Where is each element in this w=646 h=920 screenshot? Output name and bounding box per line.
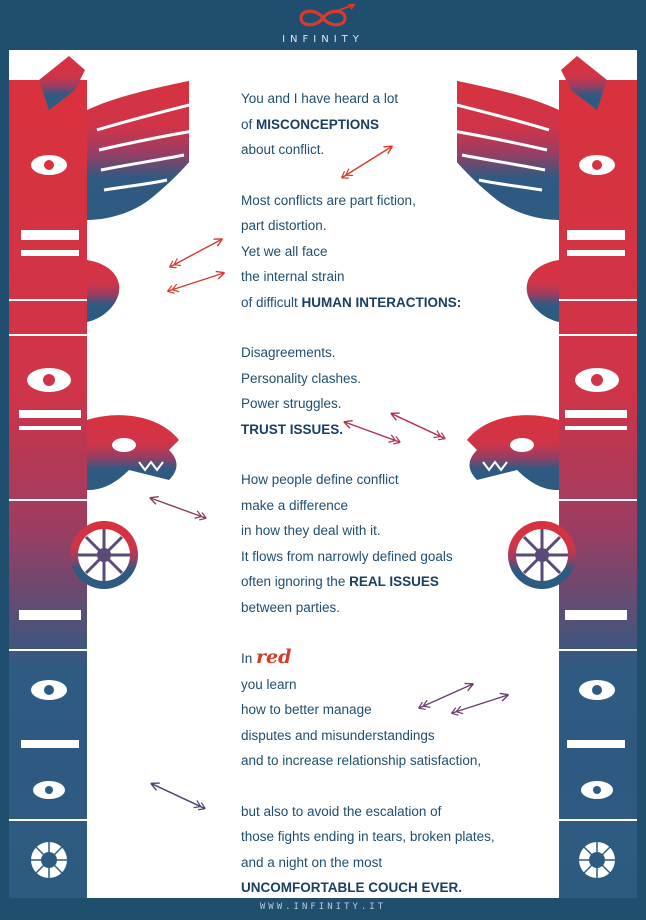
totem-left-illustration xyxy=(9,50,189,898)
arrow-icon xyxy=(143,776,217,816)
stanza-6 xyxy=(241,799,521,899)
poem-line: how to better manage xyxy=(241,702,372,717)
stanza-5 xyxy=(241,645,521,774)
highlight-real-issues: REAL ISSUES xyxy=(349,574,439,589)
arrow-icon xyxy=(161,262,241,302)
poem-line: Power struggles. xyxy=(241,396,342,411)
poem-line: disputes and misunderstandings xyxy=(241,727,435,743)
header xyxy=(0,0,646,50)
poem-line: and a night on the most xyxy=(241,854,383,870)
poem-line: the internal strain xyxy=(241,269,345,284)
highlight-human-interactions: HUMAN INTERACTIONS: xyxy=(301,294,462,310)
stanza-4 xyxy=(241,467,521,620)
poem-line: but also to avoid the escalation of xyxy=(241,803,442,819)
poem-line: make a difference xyxy=(241,497,349,513)
red-logo-word: red xyxy=(256,646,292,668)
poster-page xyxy=(9,50,637,898)
stanza-1 xyxy=(241,86,521,163)
poem-line: part distortion. xyxy=(241,218,327,233)
poem-line: In red xyxy=(241,646,292,668)
highlight-misconceptions: MISCONCEPTIONS xyxy=(256,116,380,132)
stanza-3 xyxy=(241,340,521,442)
poem-line: and to increase relationship satisfaction, xyxy=(241,753,482,768)
highlight-trust-issues: TRUST ISSUES. xyxy=(241,421,344,437)
poem-line: about conflict. xyxy=(241,142,325,157)
poem-line: of MISCONCEPTIONS xyxy=(241,116,380,132)
poem-line: you learn xyxy=(241,676,297,692)
poem-line: those fights ending in tears, broken plates, xyxy=(241,829,495,844)
poem-line: between parties. xyxy=(241,599,341,615)
poem-line: Yet we all face xyxy=(241,243,328,259)
poem-line: How people define conflict xyxy=(241,472,399,487)
highlight-uncomfortable-couch: UNCOMFORTABLE COUCH EVER. xyxy=(241,880,462,895)
poem-line: You and I have heard a lot xyxy=(241,91,399,106)
poem-line: Most conflicts are part fiction, xyxy=(241,192,416,208)
poem-text xyxy=(241,86,521,898)
stanza-2 xyxy=(241,188,521,316)
poem-line: Personality clashes. xyxy=(241,370,362,386)
brand-name: INFINITY xyxy=(282,34,364,45)
poem-line: Disagreements. xyxy=(241,345,336,360)
infinity-logo-icon xyxy=(287,4,359,32)
poem-line: of difficult HUMAN INTERACTIONS: xyxy=(241,294,462,310)
footer-url: WWW.INFINITY.IT xyxy=(259,902,387,912)
poem-line xyxy=(241,875,521,898)
poem-line xyxy=(241,417,521,443)
poem-line: It flows from narrowly defined goals xyxy=(241,548,453,564)
poem-line: often ignoring the REAL ISSUES xyxy=(241,574,439,589)
poem-line: in how they deal with it. xyxy=(241,523,381,538)
arrow-icon xyxy=(143,488,223,528)
